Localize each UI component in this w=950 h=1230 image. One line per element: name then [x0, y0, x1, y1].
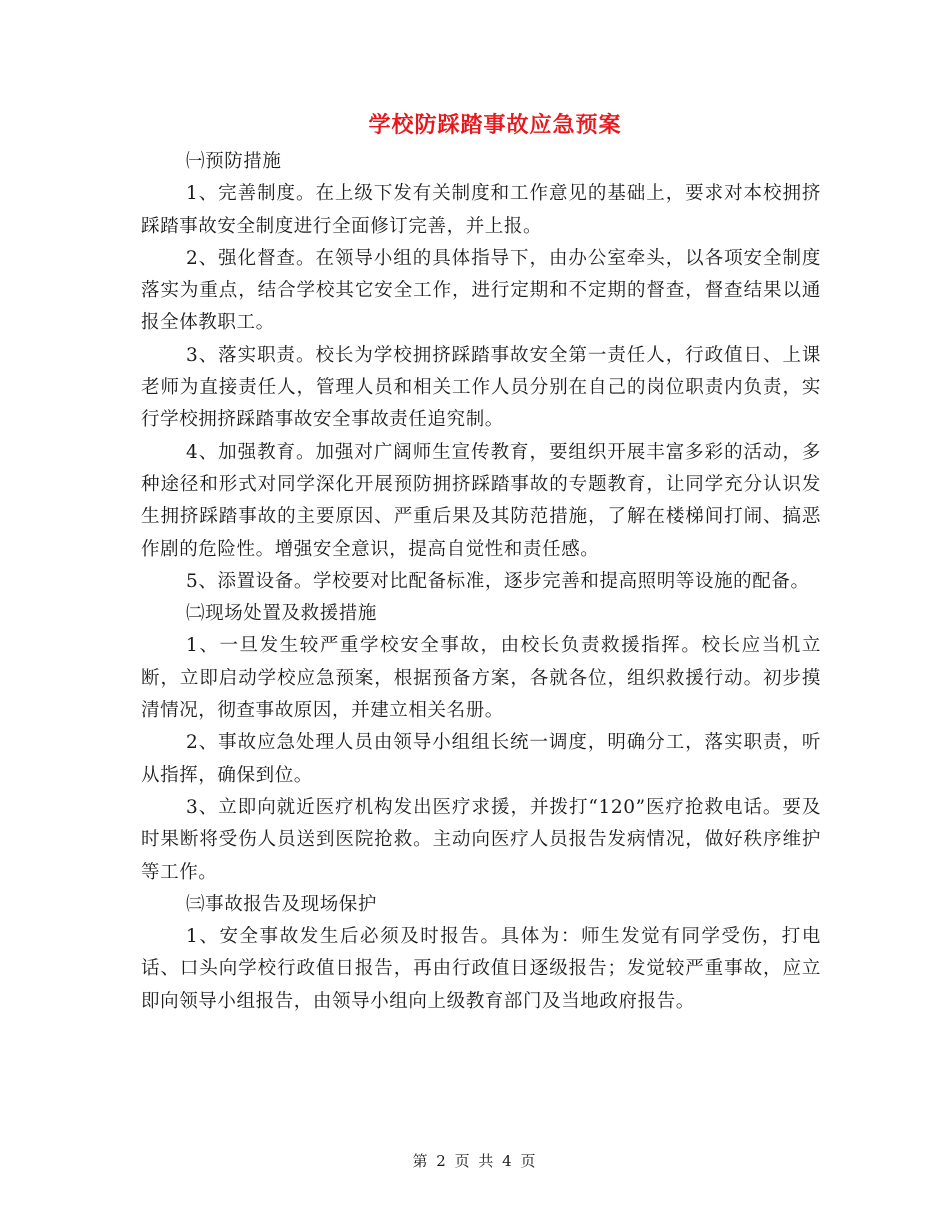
- paragraph: 2、强化督查。在领导小组的具体指导下，由办公室牵头，以各项安全制度落实为重点，结合学校其它安全工作，进行定期和不定期的督查，督查结果以通报全体教职工。: [141, 247, 821, 334]
- document-body: [141, 146, 821, 1018]
- paragraph: 5、添置设备。学校要对比配备标准，逐步完善和提高照明等设施的配备。: [186, 570, 810, 592]
- paragraph: 1、安全事故发生后必须及时报告。具体为：师生发觉有同学受伤，打电话、口头向学校行政值日报告，再由行政值日逐级报告；发觉较严重事故，应立即向领导小组报告，由领导小组向上级教育部门及当地政府报告。: [141, 926, 821, 1012]
- paragraph: 2、事故应急处理人员由领导小组组长统一调度，明确分工，落实职责，听从指挥，确保到位。: [141, 732, 821, 786]
- section-heading-rescue: ㈡现场处置及救援措施: [186, 603, 378, 625]
- paragraph: 1、一旦发生较严重学校安全事故，由校长负责救援指挥。校长应当机立断，立即启动学校应急预案，根据预备方案，各就各位，组织救援行动。初步摸清情况，彻查事故原因，并建立相关名册。: [141, 635, 821, 722]
- page-number-footer: 第 2 页 共 4 页: [412, 1152, 538, 1170]
- section-heading-prevention: ㈠预防措施: [186, 151, 282, 172]
- paragraph: 1、完善制度。在上级下发有关制度和工作意见的基础上，要求对本校拥挤踩踏事故安全制度进行全面修订完善，并上报。: [141, 183, 821, 237]
- paragraph: 3、立即向就近医疗机构发出医疗求援，并拨打“120”医疗抢救电话。要及时果断将受伤人员送到医院抢救。主动向医疗人员报告发病情况，做好秩序维护等工作。: [141, 796, 821, 883]
- section-heading-report: ㈢事故报告及现场保护: [186, 893, 378, 915]
- paragraph: 3、落实职责。校长为学校拥挤踩踏事故安全第一责任人，行政值日、上课老师为直接责任人，管理人员和相关工作人员分别在自己的岗位职责内负责，实行学校拥挤踩踏事故安全事故责任追究制。: [141, 344, 821, 431]
- document-title: 学校防踩踏事故应急预案: [368, 112, 622, 138]
- paragraph: 4、加强教育。加强对广阔师生宣传教育，要组织开展丰富多彩的活动，多种途径和形式对同学深化开展预防拥挤踩踏事故的专题教育，让同学充分认识发生拥挤踩踏事故的主要原因、严重后果及其防范措施，了解在楼梯间打闹、搞恶作剧的危险性。增强安全意识，提高自觉性和责任感。: [141, 441, 821, 560]
